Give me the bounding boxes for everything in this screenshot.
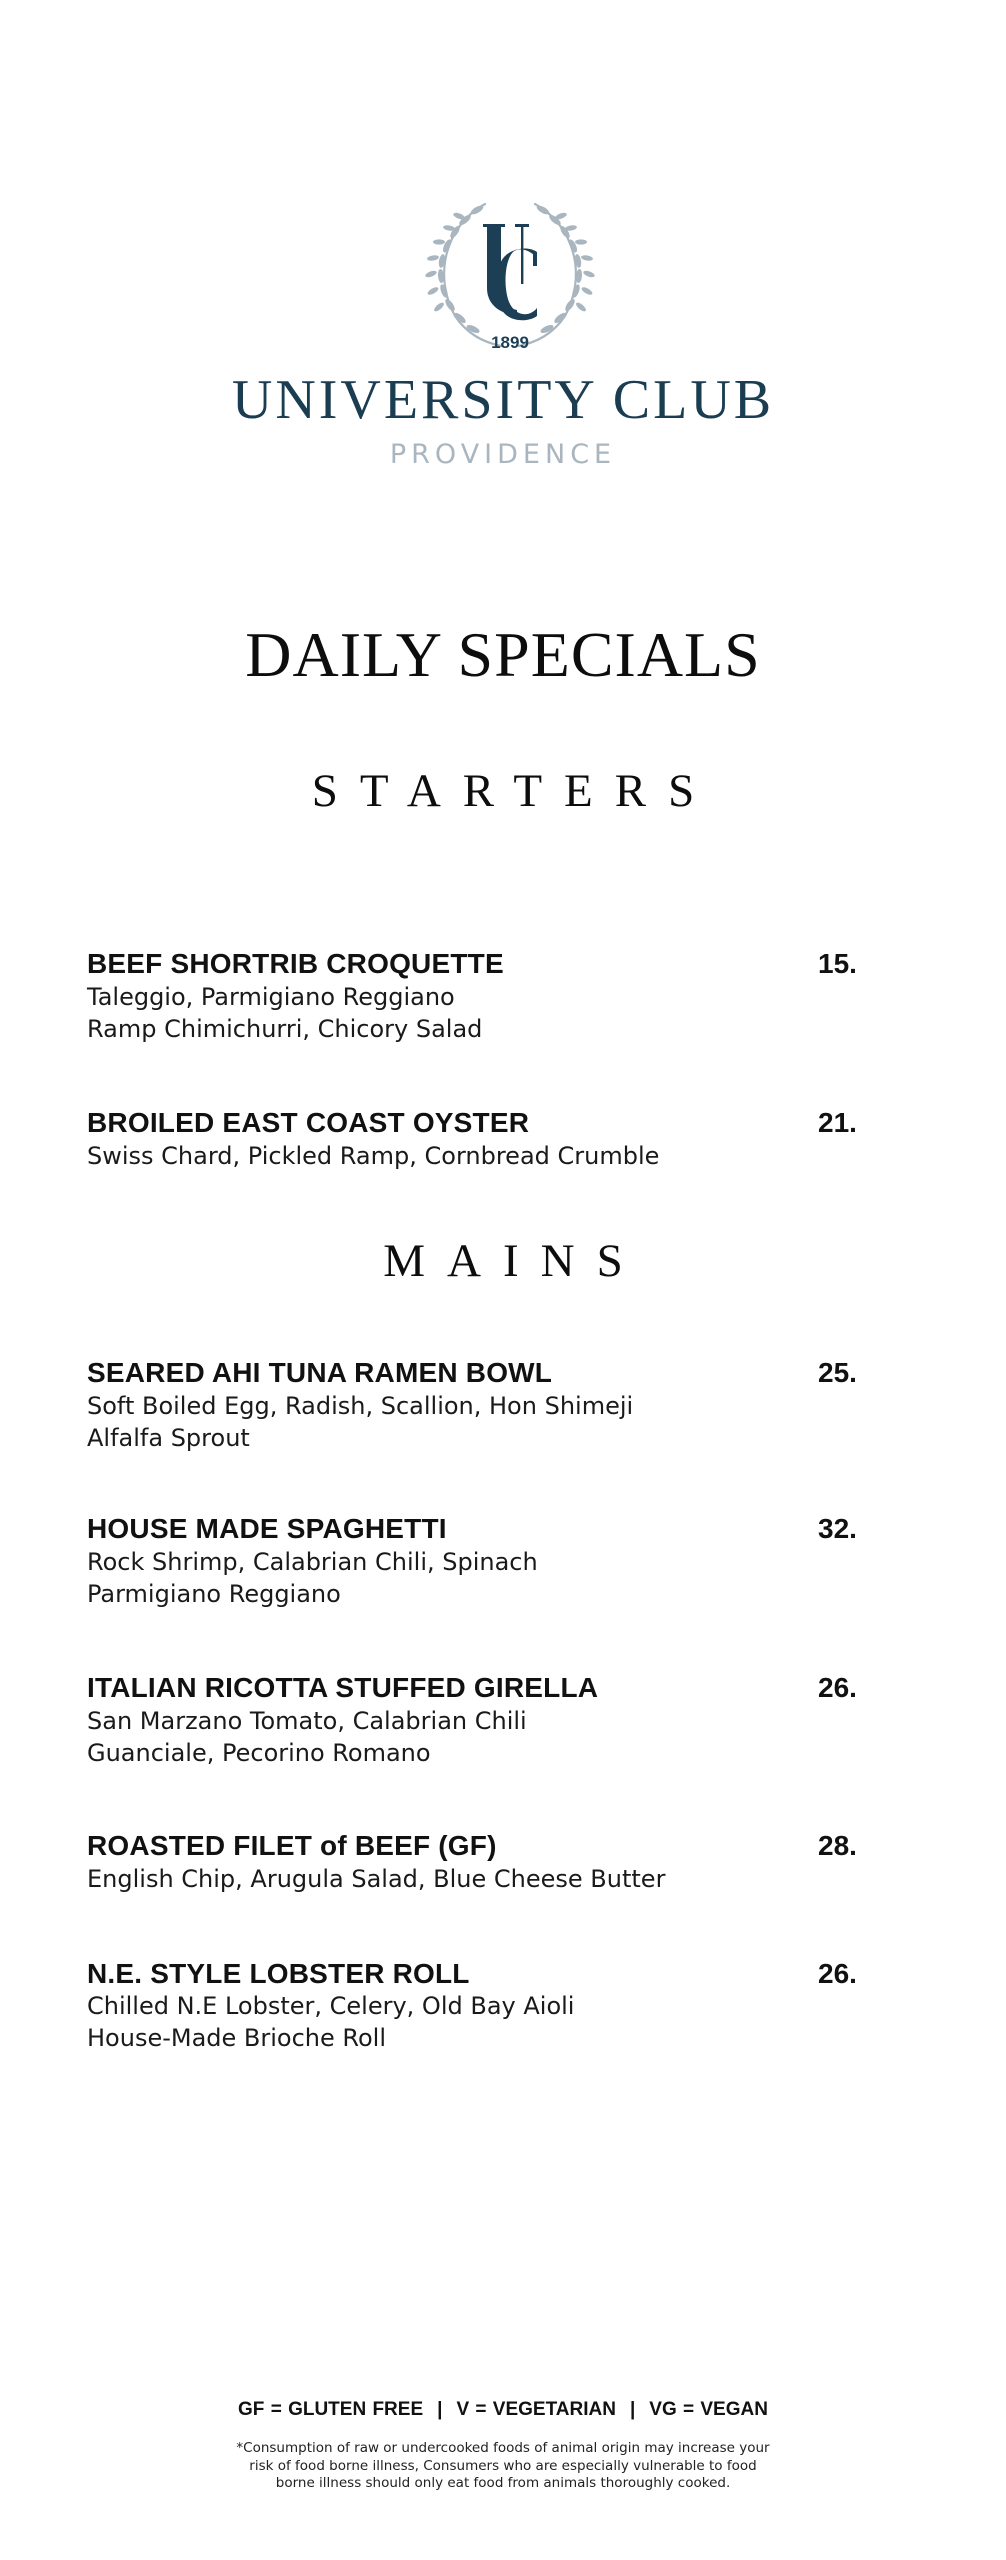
legend-vegetarian: V = VEGETARIAN xyxy=(456,2399,616,2420)
item-description: Rock Shrimp, Calabrian Chili, Spinach xyxy=(87,1548,538,1576)
item-name: ITALIAN RICOTTA STUFFED GIRELLA xyxy=(87,1672,599,1703)
club-logo xyxy=(425,196,595,356)
disclaimer-line: risk of food borne illness, Consumers who are especially vulnerable to food xyxy=(249,2457,757,2474)
item-description: Parmigiano Reggiano xyxy=(87,1580,341,1608)
item-name: BROILED EAST COAST OYSTER xyxy=(87,1107,530,1138)
item-description: San Marzano Tomato, Calabrian Chili xyxy=(87,1707,527,1735)
item-price: 26. xyxy=(818,1672,857,1703)
item-price: 15. xyxy=(818,948,857,979)
disclaimer-line: *Consumption of raw or undercooked foods of animal origin may increase your xyxy=(236,2440,770,2456)
item-description: House-Made Brioche Roll xyxy=(87,2024,387,2052)
item-price: 25. xyxy=(818,1357,857,1388)
item-description: Taleggio, Parmigiano Reggiano xyxy=(87,983,455,1011)
item-name: N.E. STYLE LOBSTER ROLL xyxy=(87,1958,470,1989)
section-heading-starters: STARTERS xyxy=(311,765,717,817)
legend-gluten-free: GF = GLUTEN FREE xyxy=(238,2399,424,2420)
item-name: ROASTED FILET of BEEF (GF) xyxy=(87,1830,497,1861)
item-name: HOUSE MADE SPAGHETTI xyxy=(87,1513,447,1544)
item-description: Chilled N.E Lobster, Celery, Old Bay Aioli xyxy=(87,1992,575,2020)
item-name: SEARED AHI TUNA RAMEN BOWL xyxy=(87,1357,553,1388)
item-description: Guanciale, Pecorino Romano xyxy=(87,1739,431,1767)
item-description: Alfalfa Sprout xyxy=(87,1424,250,1452)
club-city: PROVIDENCE xyxy=(389,439,617,470)
item-price: 26. xyxy=(818,1958,857,1989)
page-title: DAILY SPECIALS xyxy=(245,619,761,690)
legend-separator: | xyxy=(437,2399,443,2420)
item-price: 21. xyxy=(818,1107,857,1138)
legend-vegan: VG = VEGAN xyxy=(649,2399,768,2420)
dietary-legend xyxy=(0,2398,1006,2422)
item-description: English Chip, Arugula Salad, Blue Cheese Butter xyxy=(87,1865,666,1893)
item-description: Ramp Chimichurri, Chicory Salad xyxy=(87,1015,483,1043)
food-safety-disclaimer xyxy=(0,2440,1006,2493)
founding-year: 1899 xyxy=(491,333,529,352)
disclaimer-line: borne illness should only eat food from animals thoroughly cooked. xyxy=(275,2475,731,2491)
laurel-wreath-icon xyxy=(425,196,595,356)
item-price: 28. xyxy=(818,1830,857,1861)
uc-monogram-icon xyxy=(483,224,537,320)
item-price: 32. xyxy=(818,1513,857,1544)
item-description: Soft Boiled Egg, Radish, Scallion, Hon Shimeji xyxy=(87,1392,634,1420)
club-name: UNIVERSITY CLUB xyxy=(231,369,775,431)
section-heading-mains: MAINS xyxy=(383,1235,645,1287)
item-name: BEEF SHORTRIB CROQUETTE xyxy=(87,948,504,979)
legend-separator: | xyxy=(629,2399,636,2420)
item-description: Swiss Chard, Pickled Ramp, Cornbread Crumble xyxy=(87,1142,660,1170)
